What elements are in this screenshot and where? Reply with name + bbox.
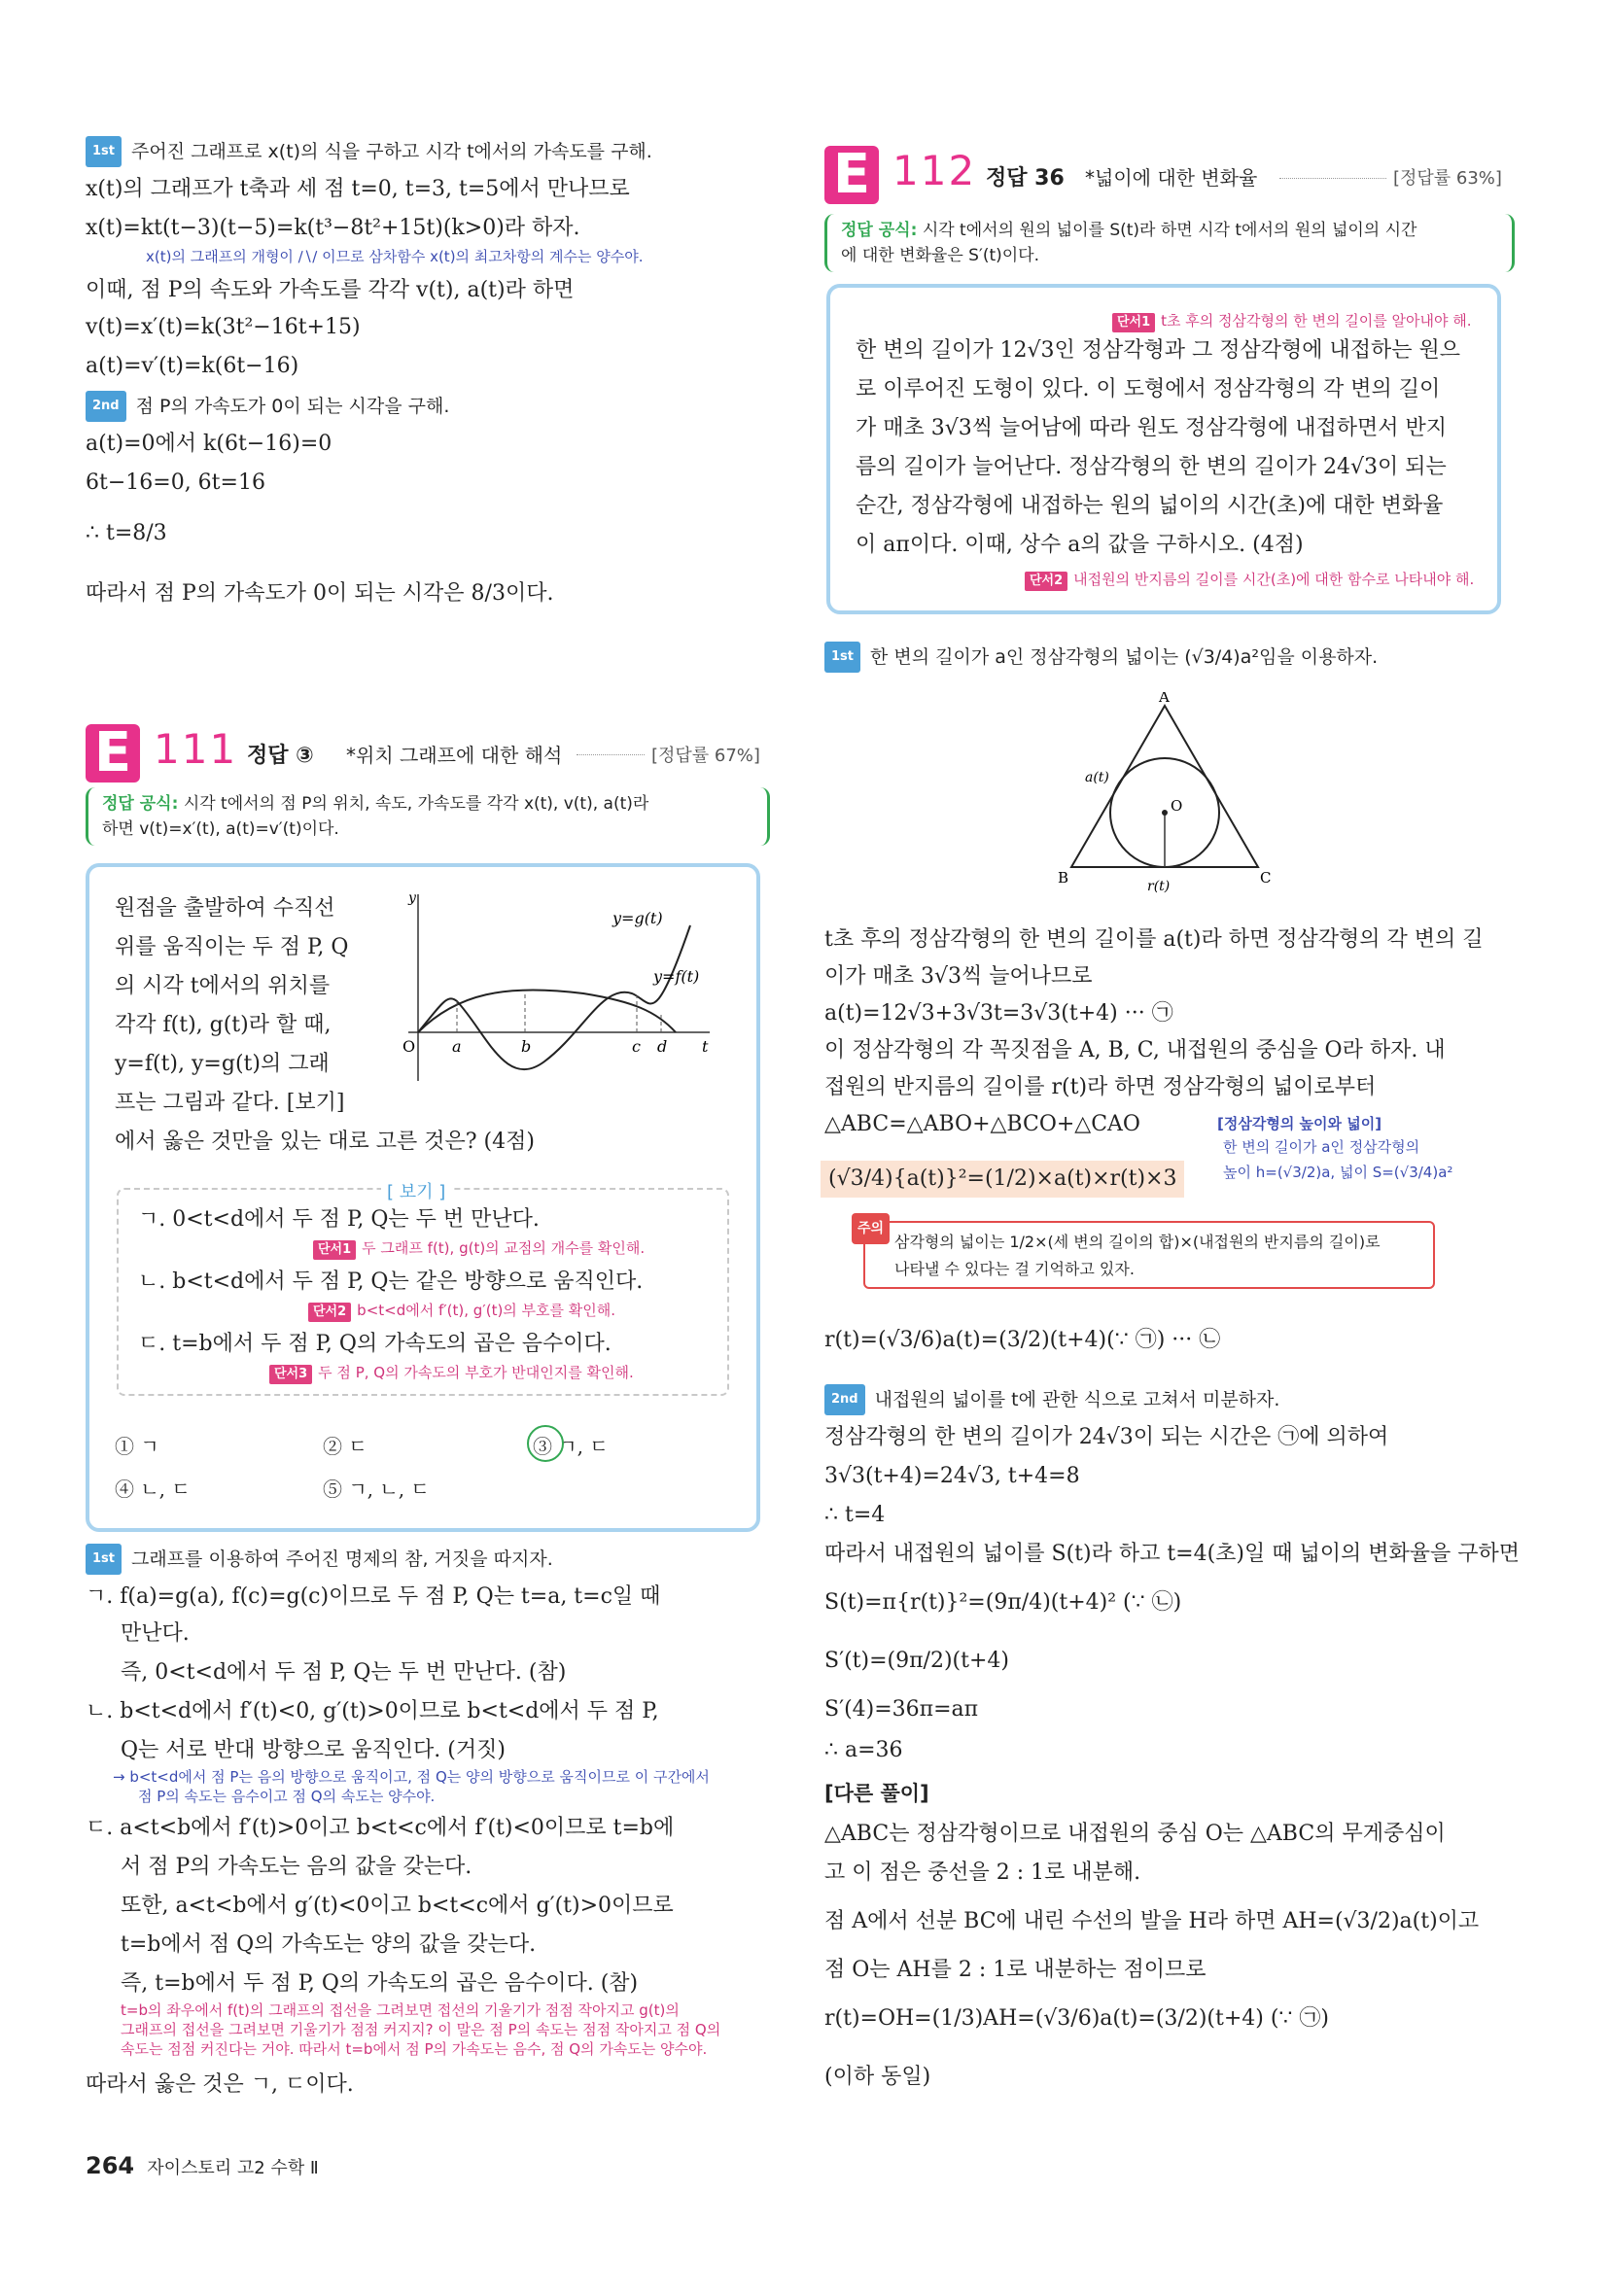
position-graph <box>399 887 719 1091</box>
solution-line: v(t)=x′(t)=k(3t²−16t+15) <box>86 315 361 339</box>
solution-line: ㄴ. b<t<d에서 f′(t)<0, g′(t)>0이므로 b<t<d에서 두 점 P, <box>86 1699 659 1723</box>
side-note: 한 변의 길이가 a인 정삼각형의 <box>1223 1138 1420 1156</box>
vertex-B-label: B <box>1058 869 1069 887</box>
solution-line: x(t)의 그래프가 t축과 세 점 t=0, t=3, t=5에서 만나므로 <box>86 177 630 201</box>
bogi-item: ㄷ. t=b에서 두 점 P, Q의 가속도의 곱은 음수이다. <box>138 1332 612 1356</box>
tick-label: b <box>521 1037 532 1056</box>
answer: 정답 ③ <box>247 744 314 768</box>
tick-label: d <box>657 1037 668 1056</box>
solution-line: 따라서 내접원의 넓이를 S(t)라 하고 t=4(초)일 때 넓이의 변화율을 구하면 <box>824 1542 1521 1566</box>
tick-label: a <box>452 1037 462 1056</box>
solution-line: r(t)=OH=(1/3)AH=(√3/6)a(t)=(3/2)(t+4) (∵ ㉠) <box>824 2006 1329 2031</box>
bogi-title: [ 보기 ] <box>381 1178 451 1203</box>
side-note: 높이 h=(√3/2)a, 넓이 S=(√3/4)a² <box>1223 1164 1453 1181</box>
solution-line: r(t)=(√3/6)a(t)=(3/2)(t+4)(∵ ㉠) ··· ㉡ <box>824 1328 1221 1352</box>
choice-5[interactable]: ⑤ ㄱ, ㄴ, ㄷ <box>323 1478 430 1501</box>
topic: *위치 그래프에 대한 해석 <box>346 744 563 767</box>
problem-number: 112 <box>892 147 977 194</box>
problem-badge: E <box>86 724 140 783</box>
solution-header: 2nd 내접원의 넓이를 t에 관한 식으로 고쳐서 미분하자. <box>824 1384 1279 1415</box>
solution-line: ∴ t=8/3 <box>86 521 167 545</box>
side-label: a(t) <box>1085 770 1109 785</box>
choice-1[interactable]: ① ㄱ <box>115 1435 159 1458</box>
question-box: 단서1 t초 후의 정삼각형의 한 변의 길이를 알아내야 해. 한 변의 길이가 12√3인 정삼각형과 그 정삼각형에 내접하는 원으 로 이루어진 도형이 있다. 이 도형에서 정삼각형의 각 변의 길이 가 매초 3√3씩 늘어남에 따라 원도 정삼각형에 내접하면서 반지 름의 길이가 늘어난다. 정삼각형의 한 변의 길이가 24√3이 되는 순간, 정삼각형에 내접하는 원의 넓이의 시간(초)에 대한 변화율 이 aπ이다. 이때, 상수 a의 값을 구하시오. (4점) 단서2 내접원의 반지름의 길이를 시간(초)에 대한 함수로 나타내야 해. <box>826 284 1501 614</box>
solution-line: 3√3(t+4)=24√3, t+4=8 <box>824 1464 1080 1488</box>
page-number: 264 <box>86 2152 135 2179</box>
leader-dots <box>1279 178 1386 179</box>
caution-box: 주의 삼각형의 넓이는 1/2×(세 변의 길이의 합)×(내접원의 반지름의 길이)로 나타낼 수 있다는 걸 기억하고 있자. <box>863 1221 1435 1289</box>
origin-label: O <box>402 1037 416 1056</box>
answer-circle-mark <box>527 1425 564 1462</box>
solution-header: 1st 한 변의 길이가 a인 정삼각형의 넓이는 (√3/4)a²임을 이용하자. <box>824 642 1378 673</box>
bogi-item: ㄱ. 0<t<d에서 두 점 P, Q는 두 번 만난다. <box>138 1207 540 1232</box>
side-note: t=b의 좌우에서 f(t)의 그래프의 접선을 그려보면 접선의 기울기가 점점 작아지고 g(t)의 <box>121 2001 680 2019</box>
triangle-figure <box>1058 692 1272 896</box>
side-note-title: [정삼각형의 높이와 넓이] <box>1217 1115 1382 1132</box>
solution-line: 따라서 옳은 것은 ㄱ, ㄷ이다. <box>86 2072 354 2097</box>
solution-line: △ABC는 정삼각형이므로 내접원의 중심 O는 △ABC의 무게중심이 <box>824 1822 1446 1846</box>
problem-badge: E <box>824 146 879 204</box>
area-equation: (√3/4){a(t)}²=(1/2)×a(t)×r(t)×3 <box>821 1161 1184 1198</box>
solution-line: ㄱ. f(a)=g(a), f(c)=g(c)이므로 두 점 P, Q는 t=a, t=c일 때 <box>86 1584 661 1609</box>
side-note: x(t)의 그래프의 개형이 ∕∖∕ 이므로 삼차함수 x(t)의 최고차항의 계수는 양수야. <box>146 248 644 265</box>
solution-line: S′(4)=36π=aπ <box>824 1697 979 1722</box>
solution-line: x(t)=kt(t−3)(t−5)=k(t³−8t²+15t)(k>0)라 하자. <box>86 216 580 240</box>
axis-y-label: y <box>408 890 416 906</box>
solution-line: 고 이 점은 중선을 2 : 1로 내분해. <box>824 1861 1141 1885</box>
solution-line: 접원의 반지름의 길이를 r(t)라 하면 정삼각형의 넓이로부터 <box>824 1075 1377 1099</box>
choice-3[interactable]: ③ ㄱ, ㄷ <box>533 1435 609 1458</box>
solution-line: △ABC=△ABO+△BCO+△CAO <box>824 1112 1140 1136</box>
solution-line: t초 후의 정삼각형의 한 변의 길이를 a(t)라 하면 정삼각형의 각 변의 길 <box>824 927 1484 952</box>
solution-line: (이하 동일) <box>824 2065 931 2089</box>
vertex-A-label: A <box>1159 692 1170 706</box>
book-title: 자이스토리 고2 수학 Ⅱ <box>147 2158 319 2178</box>
solution-line: 이때, 점 P의 속도와 가속도를 각각 v(t), a(t)라 하면 <box>86 278 575 302</box>
solution-line: a(t)=12√3+3√3t=3√3(t+4) ··· ㉠ <box>824 1001 1173 1026</box>
solution-line: S′(t)=(9π/2)(t+4) <box>824 1649 1009 1673</box>
solution-line: t=b에서 점 Q의 가속도는 양의 값을 갖는다. <box>121 1932 537 1957</box>
bogi-hint: 단서2 b<t<d에서 f′(t), g′(t)의 부호를 확인해. <box>308 1301 615 1322</box>
solution-line: S(t)=π{r(t)}²=(9π/4)(t+4)² (∵ ㉡) <box>824 1590 1182 1615</box>
topic: *넓이에 대한 변화율 <box>1085 166 1258 190</box>
solution-line: ∴ a=36 <box>824 1738 903 1762</box>
bogi-hint: 단서1 두 그래프 f(t), g(t)의 교점의 개수를 확인해. <box>313 1238 645 1260</box>
solution-header: 1st 그래프를 이용하여 주어진 명제의 참, 거짓을 따지자. <box>86 1544 553 1575</box>
choice-4[interactable]: ④ ㄴ, ㄷ <box>115 1478 191 1501</box>
solution-line: 정삼각형의 한 변의 길이가 24√3이 되는 시간은 ㉠에 의하여 <box>824 1425 1389 1449</box>
formula-box: 정답 공식: 시각 t에서의 원의 넓이를 S(t)라 하면 시각 t에서의 원의 넓이의 시간 에 대한 변화율은 S′(t)이다. <box>824 214 1515 272</box>
solution-line: a(t)=v′(t)=k(6t−16) <box>86 354 299 378</box>
side-note: → b<t<d에서 점 P는 음의 방향으로 움직이고, 점 Q는 양의 방향으로 움직이므로 이 구간에서 <box>113 1768 710 1786</box>
leader-dots <box>577 754 645 755</box>
curve-label-f: y=f(t) <box>653 967 700 986</box>
alt-solution-title: [다른 풀이] <box>824 1782 929 1805</box>
solution-line: 이 정삼각형의 각 꼭짓점을 A, B, C, 내접원의 중심을 O라 하자. 내 <box>824 1038 1446 1062</box>
question-hint: 단서1 t초 후의 정삼각형의 한 변의 길이를 알아내야 해. <box>1112 311 1472 332</box>
bogi-hint: 단서3 두 점 P, Q의 가속도의 부호가 반대인지를 확인해. <box>269 1363 634 1384</box>
solution-line: a(t)=0에서 k(6t−16)=0 <box>86 432 332 456</box>
side-note: 점 P의 속도는 음수이고 점 Q의 속도는 양수야. <box>138 1788 436 1805</box>
accuracy-rate: [정답률 63%] <box>1393 168 1502 189</box>
solution-line: ∴ t=4 <box>824 1503 886 1527</box>
caution-tag: 주의 <box>852 1213 890 1244</box>
step1-header: 1st 주어진 그래프로 x(t)의 식을 구하고 시각 t에서의 가속도를 구해. <box>86 136 652 167</box>
solution-line: 즉, t=b에서 두 점 P, Q의 가속도의 곱은 음수이다. (참) <box>121 1971 639 1996</box>
vertex-C-label: C <box>1260 869 1272 887</box>
axis-t-label: t <box>702 1037 709 1056</box>
curve-label-g: y=g(t) <box>612 909 663 927</box>
page-footer <box>86 2152 319 2179</box>
answer: 정답 36 <box>986 166 1065 191</box>
formula-box: 정답 공식: 시각 t에서의 점 P의 위치, 속도, 가속도를 각각 x(t), v(t), a(t)라 하면 v(t)=x′(t), a(t)=v′(t)이다. <box>86 787 770 846</box>
solution-line: 점 A에서 선분 BC에 내린 수선의 발을 H라 하면 AH=(√3/2)a(t)이고 <box>824 1909 1480 1933</box>
choice-2[interactable]: ② ㄷ <box>323 1435 367 1458</box>
solution-line: 이가 매초 3√3씩 늘어나므로 <box>824 964 1093 989</box>
side-note: 속도는 점점 커진다는 거야. 따라서 t=b에서 점 P의 가속도는 음수, 점 Q의 가속도는 양수야. <box>121 2040 708 2058</box>
step-tag: 1st <box>86 136 122 167</box>
question-hint: 단서2 내접원의 반지름의 길이를 시간(초)에 대한 함수로 나타내야 해. <box>1025 570 1474 591</box>
accuracy-rate: [정답률 67%] <box>651 746 760 766</box>
radius-label: r(t) <box>1147 879 1171 894</box>
solution-line: 즉, 0<t<d에서 두 점 P, Q는 두 번 만난다. (참) <box>121 1660 567 1685</box>
side-note: 그래프의 접선을 그려보면 기울기가 점점 커지지? 이 말은 점 P의 속도는 점점 작아지고 점 Q의 <box>121 2021 721 2038</box>
bogi-item: ㄴ. b<t<d에서 두 점 P, Q는 같은 방향으로 움직인다. <box>138 1270 644 1294</box>
tick-label: c <box>632 1037 641 1056</box>
solution-line: 만난다. <box>121 1621 190 1646</box>
question-box: 원점을 출발하여 수직선 위를 움직이는 두 점 P, Q 의 시각 t에서의 위치를 각각 f(t), g(t)라 할 때, y=f(t), y=g(t)의 그래 프는 그림과 같다. [보기] 에서 옳은 것만을 있는 대로 고른 것은? (4점) y t O a b c d y=g(t) y=f(t) [ 보기 ] ㄱ. 0<t<d에서 두 점 P, Q는 두 번 만난다. 단서1 두 그래프 f(t), g(t)의 교점의 개수를 확인해. ㄴ. b<t<d에서 두 점 P, Q는 같은 방향으로 움직인다. 단서2 b<t<d에서 f′(t), g′(t)의 부호를 확인해. ㄷ. t=b에서 두 점 P, Q의 가속도의 곱은 음수이다. 단서3 두 점 P, Q의 가속도의 부호가 반대인지를 확인해. ① ㄱ ② ㄷ ③ ㄱ, ㄷ ④ ㄴ, ㄷ ⑤ ㄱ, ㄴ, ㄷ <box>86 863 760 1532</box>
step2-header: 2nd 점 P의 가속도가 0이 되는 시각을 구해. <box>86 391 449 422</box>
center-O-label: O <box>1171 797 1183 815</box>
solution-line: 서 점 P의 가속도는 음의 값을 갖는다. <box>121 1855 472 1879</box>
problem-number: 111 <box>154 725 238 773</box>
solution-line: ㄷ. a<t<b에서 f′(t)>0이고 b<t<c에서 f′(t)<0이므로 t=b에 <box>86 1816 675 1840</box>
solution-line: 따라서 점 P의 가속도가 0이 되는 시각은 8/3이다. <box>86 581 554 606</box>
solution-line: 또한, a<t<b에서 g′(t)<0이고 b<t<c에서 g′(t)>0이므로 <box>121 1894 674 1918</box>
solution-line: 점 O는 AH를 2 : 1로 내분하는 점이므로 <box>824 1958 1207 1982</box>
solution-line: Q는 서로 반대 방향으로 움직인다. (거짓) <box>121 1738 506 1762</box>
solution-line: 6t−16=0, 6t=16 <box>86 470 265 495</box>
